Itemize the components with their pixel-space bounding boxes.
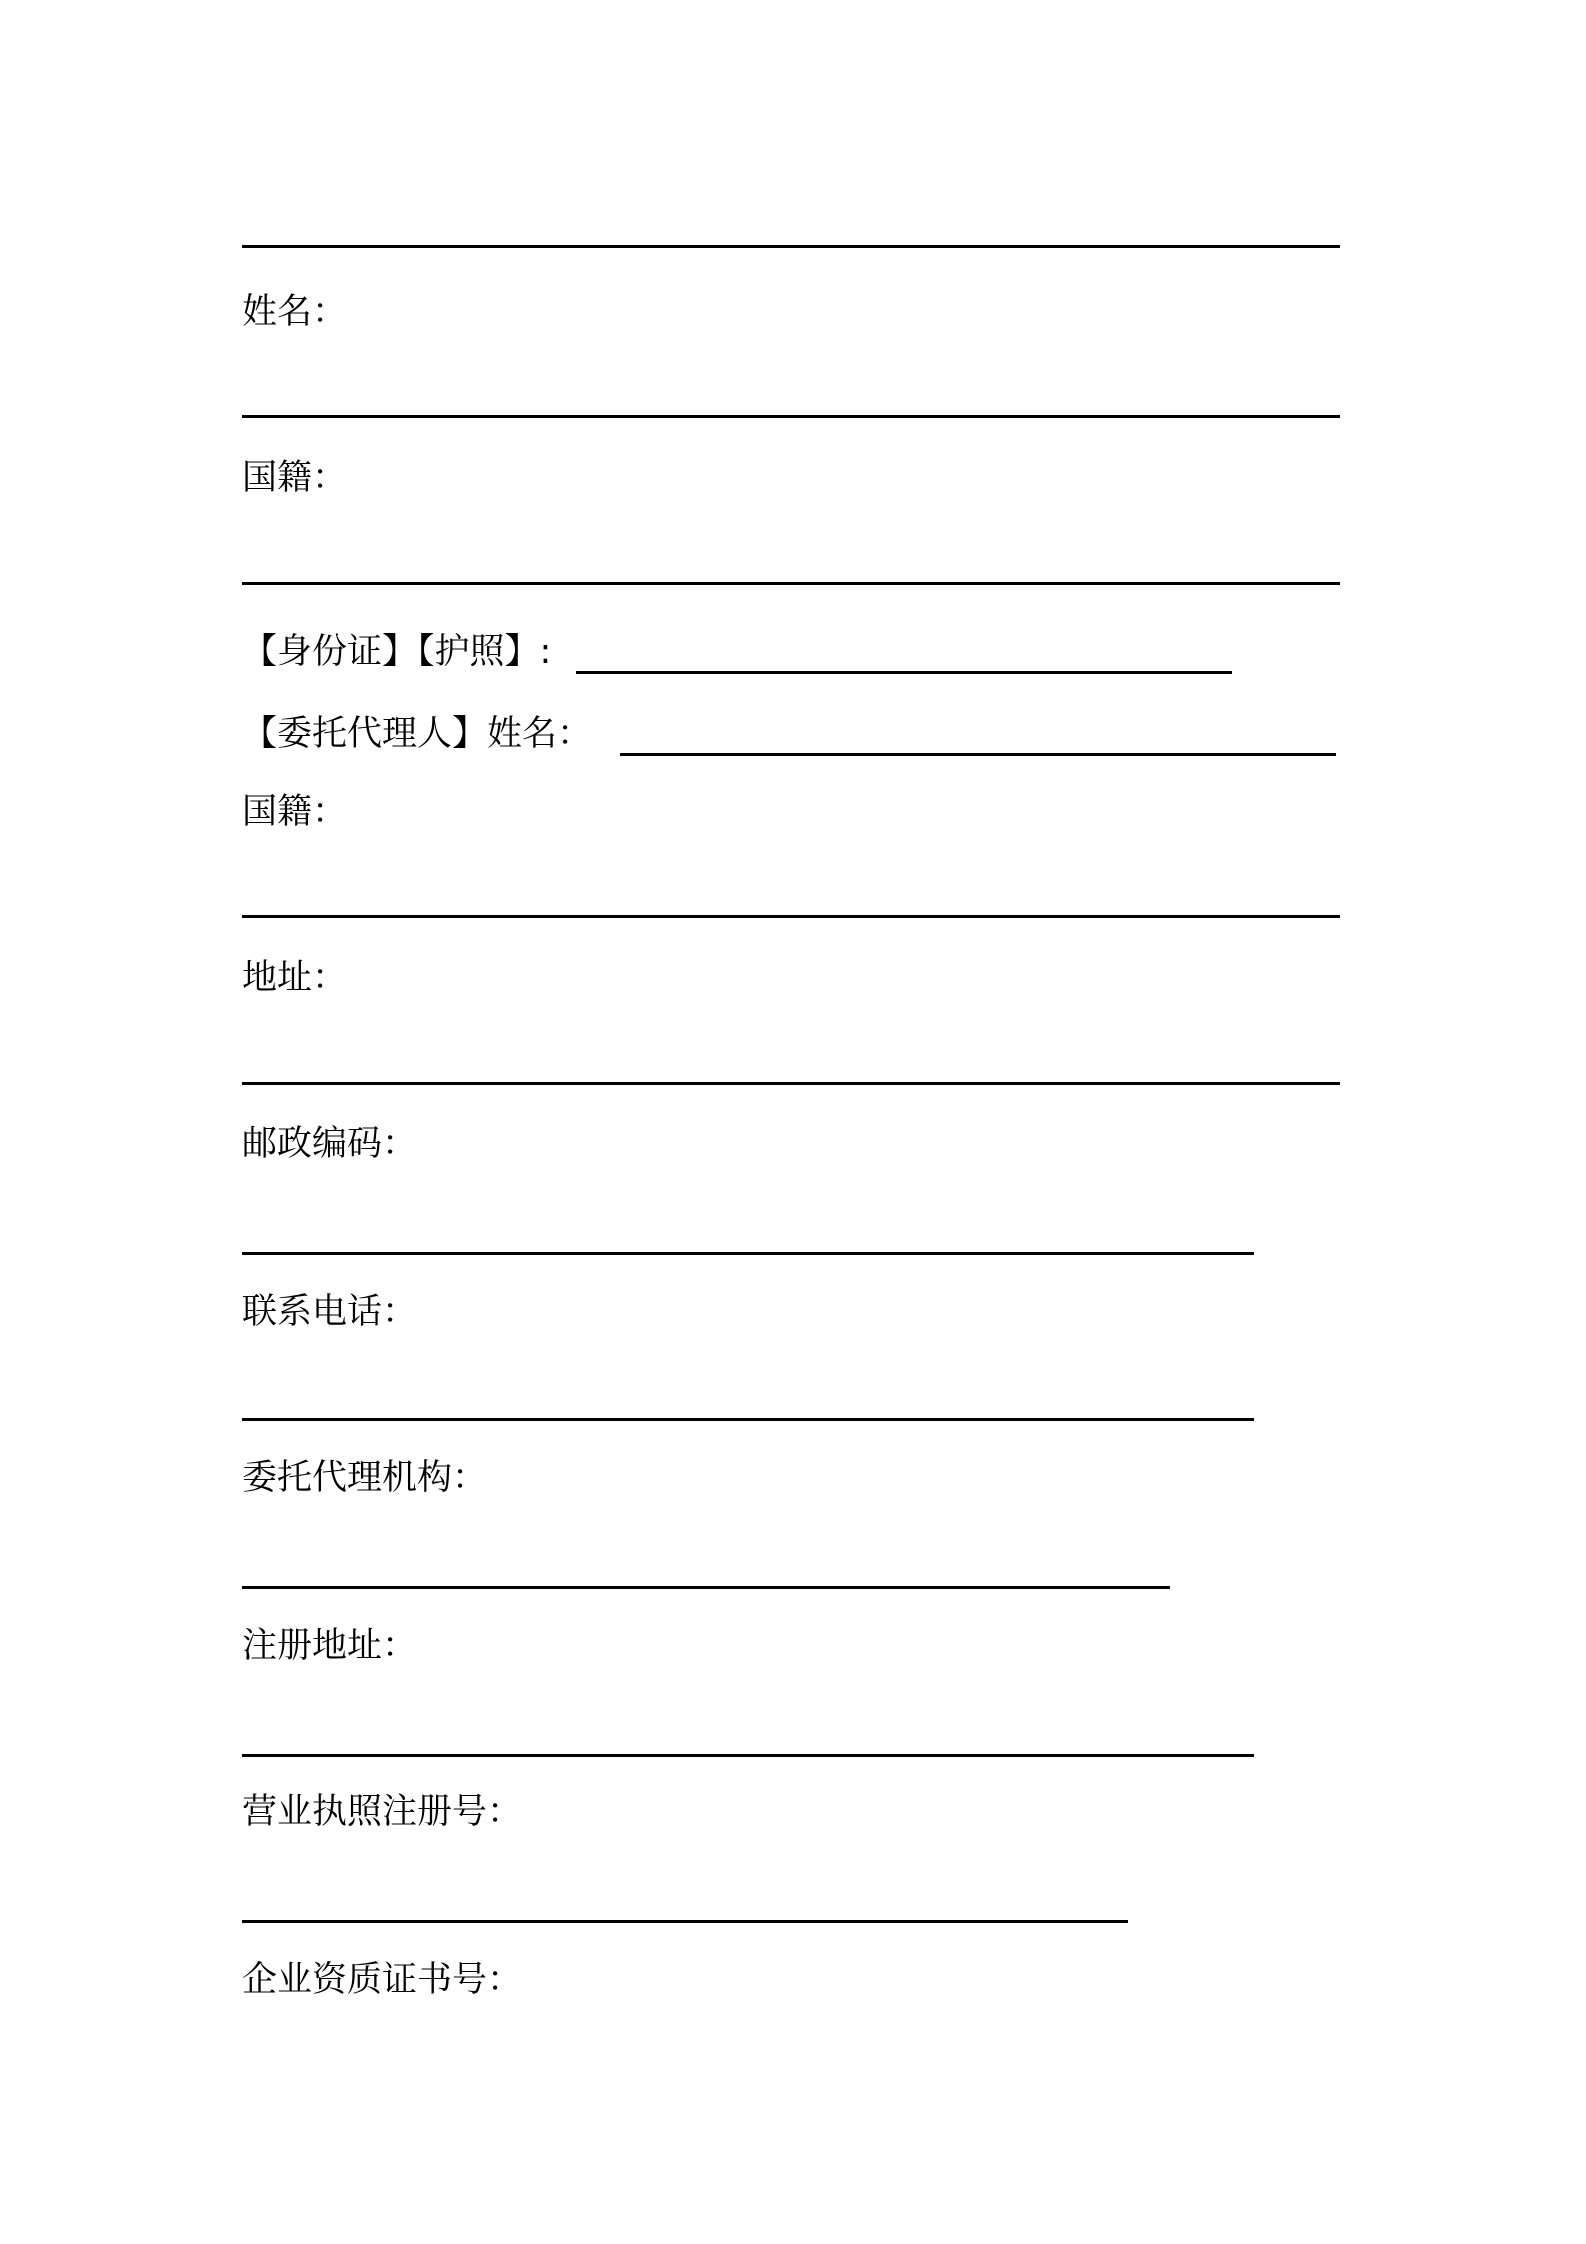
registered-address-blank-line[interactable]: [242, 1754, 1254, 1757]
registered-address-label: 注册地址：: [242, 1626, 418, 1666]
agent-nationality-label: 国籍：: [242, 792, 348, 832]
phone-blank-line[interactable]: [242, 1418, 1254, 1421]
nationality-blank-line[interactable]: [242, 582, 1340, 585]
postal-code-label: 邮政编码：: [242, 1124, 418, 1164]
id-passport-label: 【身份证】【护照】:: [242, 632, 552, 672]
agency-blank-line[interactable]: [242, 1586, 1170, 1589]
id-passport-row: [242, 630, 1252, 680]
agency-label: 委托代理机构：: [242, 1458, 488, 1498]
id-passport-blank-line[interactable]: [576, 671, 1232, 674]
blank-line: [242, 245, 1340, 248]
qualification-cert-label: 企业资质证书号：: [242, 1960, 523, 2000]
nationality-label: 国籍：: [242, 458, 348, 498]
address-label: 地址：: [242, 958, 348, 998]
name-label: 姓名：: [242, 292, 348, 332]
business-license-blank-line[interactable]: [242, 1920, 1128, 1923]
agent-name-label: 【委托代理人】姓名：: [242, 714, 593, 754]
postal-code-blank-line[interactable]: [242, 1252, 1254, 1255]
address-blank-line[interactable]: [242, 1082, 1340, 1085]
agent-name-row: [242, 712, 1342, 762]
business-license-label: 营业执照注册号：: [242, 1792, 523, 1832]
phone-label: 联系电话：: [242, 1292, 418, 1332]
agent-name-blank-line[interactable]: [620, 753, 1336, 756]
name-blank-line[interactable]: [242, 415, 1340, 418]
agent-nationality-blank-line[interactable]: [242, 915, 1340, 918]
